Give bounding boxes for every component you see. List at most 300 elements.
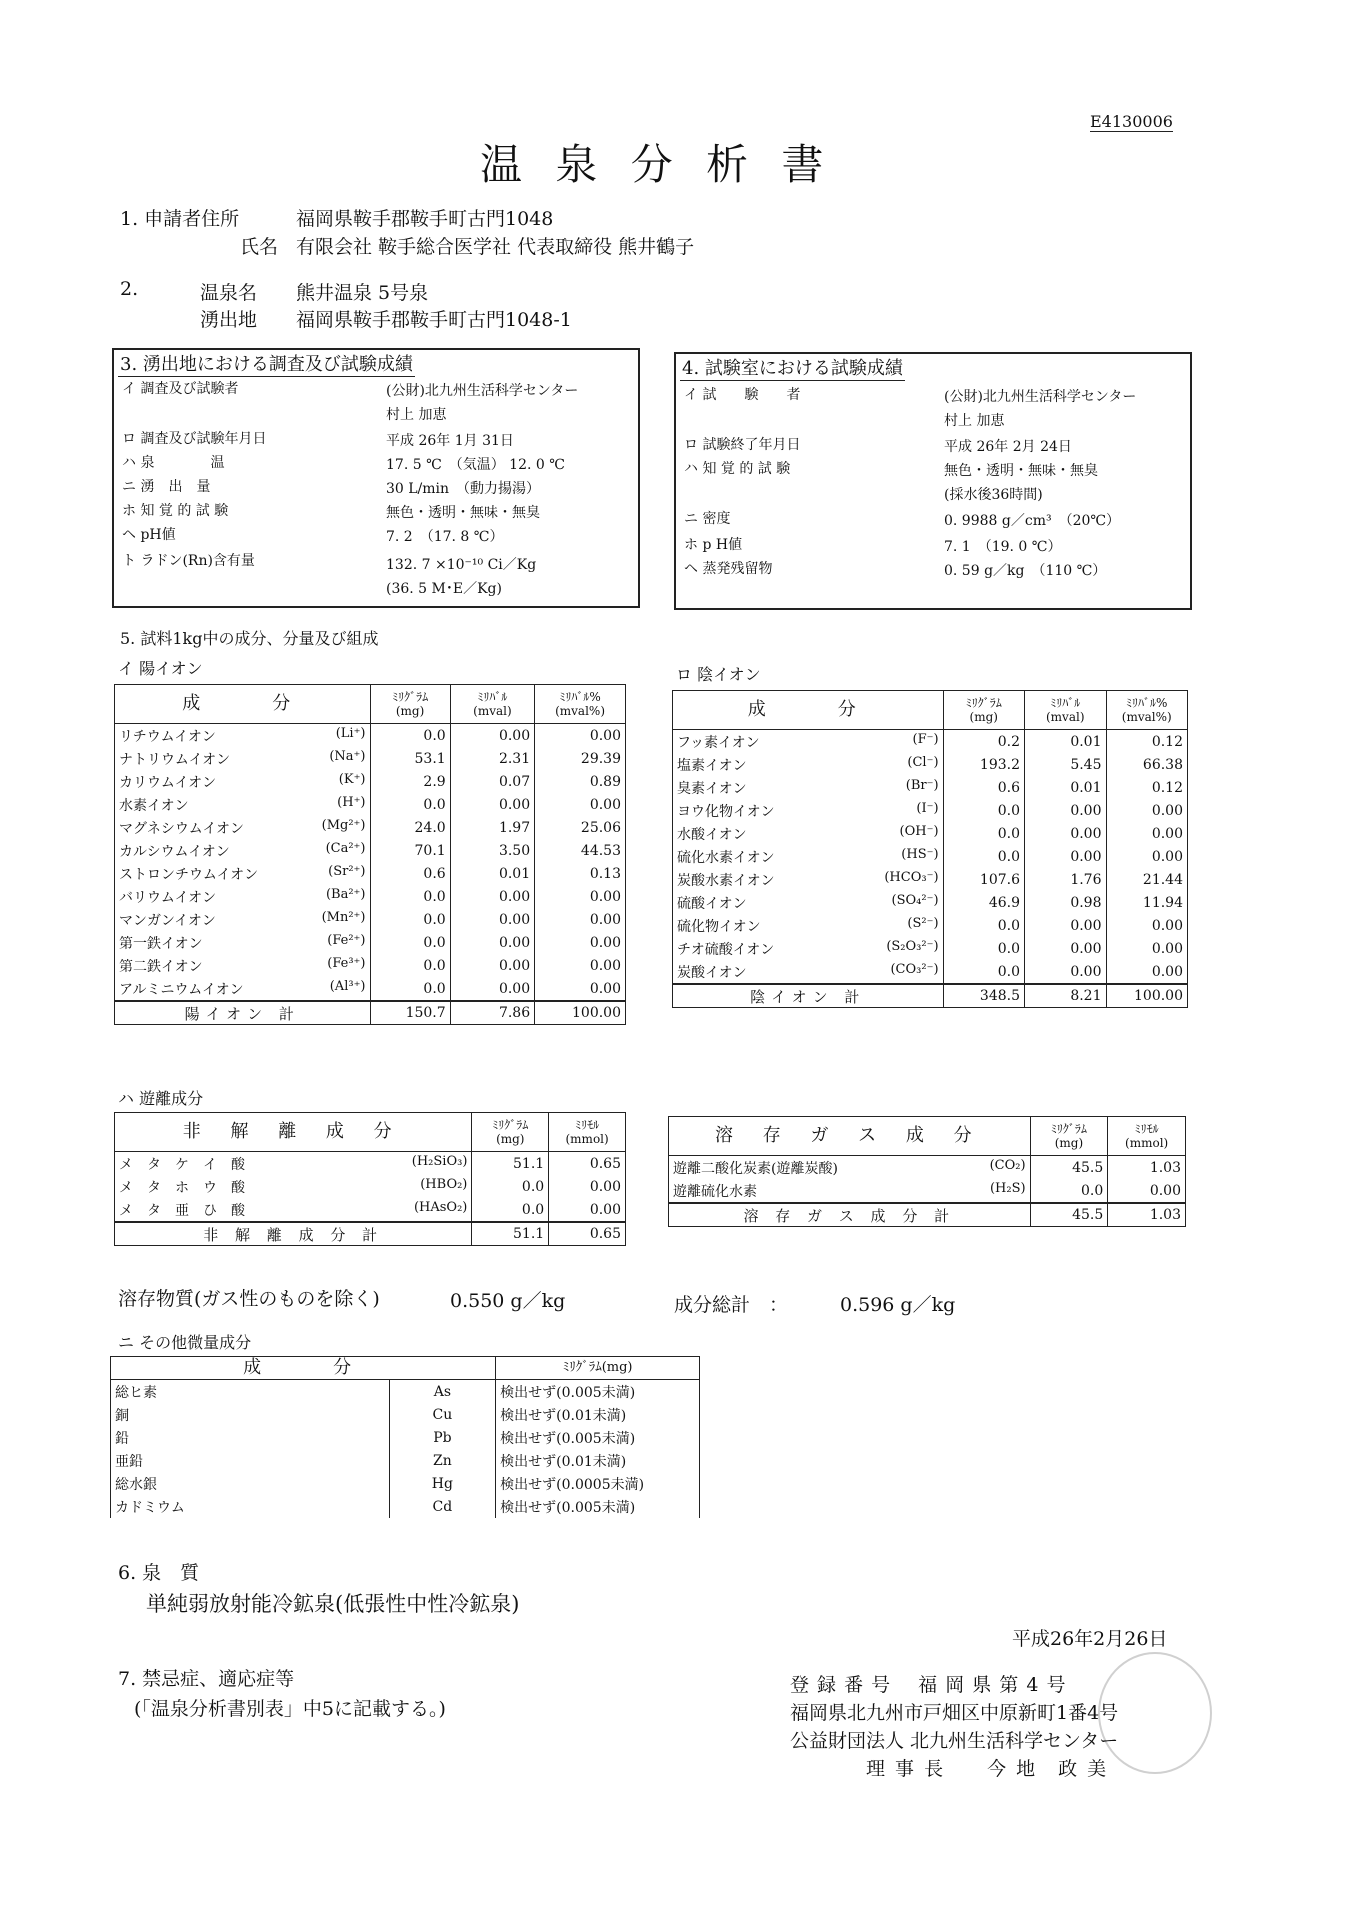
ion-name: アルミニウムイオン [119,981,244,998]
anion-header-mg [943,691,1024,730]
ion-symbol: (OH⁻) [899,823,939,839]
document-id: E4130006 [1090,112,1173,131]
ion-name-cell [115,724,371,748]
value-mval: 0.00 [450,977,534,1001]
free-total-mmol: 0.65 [549,1222,626,1246]
value-mmol: 0.00 [1108,1179,1186,1203]
value-mg: 0.0 [943,799,1024,822]
anion-total-pct: 100.00 [1106,984,1188,1008]
trace-value: 検出せず(0.01未満) [496,1449,700,1472]
ion-symbol: (HS⁻) [901,846,939,862]
site-row-value: (36. 5 M･E／Kg) [386,581,502,597]
value-mval: 0.00 [450,908,534,931]
table-row [673,799,1188,822]
ion-name: チオ硫酸イオン [677,941,775,958]
ion-name-cell [673,937,944,960]
value-mg: 0.0 [472,1175,549,1198]
value-mval: 0.00 [1025,937,1106,960]
free-header-component: 非 解 離 成 分 [115,1113,472,1152]
value-mval: 3.50 [450,839,534,862]
value-mval-pct: 0.00 [535,793,626,816]
dissolved-label: 溶存物質(ガス性のものを除く) [118,1288,380,1310]
table-row [111,1449,700,1472]
lab-row-value: 平成 26年 2月 24日 [944,439,1072,455]
trace-table [110,1356,700,1518]
free-heading: ハ 遊離成分 [118,1089,204,1108]
cation-header-pct [535,685,626,724]
spring-quality-title: 6. 泉 質 [118,1562,200,1584]
value-mval-pct: 21.44 [1106,868,1188,891]
anion-total-label: 陰イオン 計 [673,984,944,1008]
table-row [673,730,1188,754]
lab-row-value: (採水後36時間) [944,487,1043,503]
source-location-label: 湧出地 [200,309,258,331]
header-mmol-unit: (mmol) [1125,1136,1169,1150]
component-name-cell [115,1175,472,1198]
table-row [669,1156,1186,1180]
issue-date: 平成26年2月26日 [1012,1628,1168,1650]
trace-symbol: Pb [389,1426,496,1449]
trace-symbol: As [389,1380,496,1404]
value-mg: 0.6 [943,776,1024,799]
value-mg: 45.5 [1030,1156,1108,1180]
value-mval-pct: 0.00 [1106,799,1188,822]
trace-header-component: 成 分 [111,1357,496,1380]
table-row [673,960,1188,984]
value-mval-pct: 66.38 [1106,753,1188,776]
ion-name-cell [673,776,944,799]
ion-symbol: (F⁻) [912,731,939,747]
value-mval-pct: 0.12 [1106,776,1188,799]
free-total-mg: 51.1 [472,1222,549,1246]
anion-table [672,690,1188,1008]
site-row-label: ト ラドン(Rn)含有量 [122,553,255,569]
value-mg: 24.0 [370,816,450,839]
site-row-label: ホ 知 覚 的 試 験 [122,503,229,519]
site-row-value: 132. 7 ×10⁻¹⁰ Ci／Kg [386,557,537,573]
ion-symbol: (Al³⁺) [329,978,366,994]
header-mval-unit: (mval) [473,704,512,718]
value-mg: 0.2 [943,730,1024,754]
value-mval-pct: 0.13 [535,862,626,885]
component-formula: (H₂S) [989,1180,1026,1196]
free-header-mmol [549,1113,626,1152]
indications-value: (「温泉分析書別表」中5に記載する。) [134,1698,446,1720]
free-header-mg [472,1113,549,1152]
table-row [115,885,626,908]
ion-symbol: (Na⁺) [329,748,366,764]
value-mval-pct: 0.00 [535,931,626,954]
gas-header-mmol [1108,1117,1186,1156]
table-row [673,914,1188,937]
anion-header-mval [1025,691,1106,730]
table-row [111,1495,700,1518]
component-name-cell [115,1152,472,1176]
table-row [115,931,626,954]
anion-heading: ロ 陰イオン [676,665,761,684]
ion-name-cell [673,845,944,868]
table-row [115,747,626,770]
ion-name-cell [115,770,371,793]
header-mmol-unit: (mmol) [565,1132,609,1146]
value-mval: 0.01 [1025,776,1106,799]
header-pct-label: ﾐﾘﾊﾞﾙ% [1126,696,1168,710]
component-formula: (HAsO₂) [413,1199,468,1215]
source-location: 福岡県鞍手郡鞍手町古門1048-1 [296,309,572,331]
trace-name: 総ヒ素 [111,1380,390,1404]
value-mmol: 1.03 [1108,1156,1186,1180]
ion-name-cell [115,931,371,954]
ion-name: 炭酸水素イオン [677,872,775,889]
value-mval-pct: 0.00 [535,977,626,1001]
value-mval: 0.00 [450,954,534,977]
ion-name-cell [115,793,371,816]
cation-total-mval: 7.86 [450,1001,534,1025]
table-row [115,816,626,839]
lab-row-value: 7. 1 （19. 0 ℃） [944,539,1062,555]
value-mval-pct: 0.00 [1106,960,1188,984]
ion-name: バリウムイオン [119,889,217,906]
value-mval: 0.00 [1025,799,1106,822]
header-mg-label: ﾐﾘｸﾞﾗﾑ [392,690,429,704]
table-row [673,868,1188,891]
lab-row-value: (公財)北九州生活科学センター [944,389,1137,405]
table-row [673,776,1188,799]
value-mval: 0.01 [450,862,534,885]
value-mg: 0.0 [1030,1179,1108,1203]
value-mmol: 0.00 [549,1175,626,1198]
table-row [673,822,1188,845]
value-mval: 0.00 [1025,914,1106,937]
free-table [114,1112,626,1246]
header-mg-unit: (mg) [969,710,998,724]
anion-header-component: 成 分 [673,691,944,730]
lab-row-label: ホ p H値 [684,537,743,553]
header-mg-unit: (mg) [1054,1136,1084,1150]
site-row-value: 7. 2 （17. 8 ℃） [386,529,504,545]
component-name: 遊離二酸化炭素(遊離炭酸) [673,1160,838,1177]
lab-row-label: ハ 知 覚 的 試 験 [684,461,791,477]
trace-value: 検出せず(0.0005未満) [496,1472,700,1495]
header-mg-label: ﾐﾘｸﾞﾗﾑ [965,696,1002,710]
gas-total-mmol: 1.03 [1108,1203,1186,1227]
ion-symbol: (Sr²⁺) [328,863,366,879]
lab-row-label: イ 試 験 者 [684,387,801,403]
header-mg-unit: (mg) [395,704,425,718]
ion-symbol: (Mg²⁺) [321,817,366,833]
trace-heading: ニ その他微量成分 [118,1333,252,1352]
table-row [111,1380,700,1404]
value-mmol: 0.00 [549,1198,626,1222]
value-mval-pct: 11.94 [1106,891,1188,914]
site-row-value: 平成 26年 1月 31日 [386,433,514,449]
value-mval: 0.00 [450,793,534,816]
page-title: 温 泉 分 析 書 [480,140,834,189]
ion-name-cell [115,954,371,977]
site-row-value: 無色・透明・無味・無臭 [386,505,540,521]
value-mval-pct: 25.06 [535,816,626,839]
value-mval: 1.97 [450,816,534,839]
lab-test-title: 4. 試験室における試験成績 [680,354,905,381]
ion-symbol: (I⁻) [916,800,939,816]
trace-symbol: Zn [389,1449,496,1472]
cation-heading: イ 陽イオン [118,659,203,678]
ion-symbol: (Mn²⁺) [321,909,366,925]
value-mval: 0.07 [450,770,534,793]
ion-name: 臭素イオン [677,780,747,797]
table-row [673,891,1188,914]
value-mval-pct: 0.00 [1106,822,1188,845]
ion-name: 第二鉄イオン [119,958,203,975]
trace-header-mg: ﾐﾘｸﾞﾗﾑ(mg) [496,1357,700,1380]
ion-symbol: (S₂O₃²⁻) [886,938,939,954]
site-test-title: 3. 湧出地における調査及び試験成績 [118,350,415,377]
ion-name-cell [115,977,371,1001]
site-row-label: ハ 泉 温 [122,455,225,471]
value-mg: 51.1 [472,1152,549,1176]
value-mval: 0.98 [1025,891,1106,914]
table-row [115,862,626,885]
ion-name: 硫化物イオン [677,918,761,935]
component-name: メ タ ケ イ 酸 [119,1156,245,1173]
ion-name: マグネシウムイオン [119,820,245,837]
anion-total-mg: 348.5 [943,984,1024,1008]
section-5-title: 5. 試料1kg中の成分、分量及び組成 [120,629,379,648]
ion-name-cell [115,747,371,770]
site-test-box [112,348,640,608]
lab-row-value: 無色・透明・無味・無臭 [944,463,1098,479]
issuer-organization: 公益財団法人 北九州生活科学センター [790,1730,1119,1752]
ion-name-cell [673,753,944,776]
header-mg-unit: (mg) [496,1132,525,1146]
anion-total-mval: 8.21 [1025,984,1106,1008]
header-mmol-label: ﾐﾘﾓﾙ [575,1118,600,1132]
ion-symbol: (Ca²⁺) [325,840,366,856]
component-formula: (HBO₂) [420,1176,468,1192]
lab-test-box [674,352,1192,610]
ion-name-cell [673,891,944,914]
applicant-name-label: 氏名 [240,236,279,258]
ion-symbol: (Br⁻) [905,777,939,793]
header-mval-label: ﾐﾘﾊﾞﾙ [477,690,508,704]
value-mval-pct: 0.00 [1106,914,1188,937]
value-mval-pct: 0.00 [535,954,626,977]
header-pct-unit: (mval%) [555,704,606,718]
value-mg: 0.0 [472,1198,549,1222]
header-mg-label: ﾐﾘｸﾞﾗﾑ [492,1118,529,1132]
ion-name-cell [673,799,944,822]
table-row [115,793,626,816]
table-row [115,1175,626,1198]
registration-number: 登 録 番 号 福 岡 県 第 4 号 [790,1674,1067,1696]
site-row-value: (公財)北九州生活科学センター [386,383,579,399]
issuer-chairman: 理 事 長 今 地 政 美 [866,1758,1109,1780]
lab-row-label: ヘ 蒸発残留物 [684,561,773,577]
table-row [115,839,626,862]
ion-name-cell [115,816,371,839]
site-row-value: 村上 加恵 [386,407,447,423]
ion-symbol: (K⁺) [338,771,366,787]
ion-symbol: (H⁺) [337,794,366,810]
ion-name: カリウムイオン [119,774,217,791]
value-mval-pct: 0.00 [535,885,626,908]
ion-name: ヨウ化物イオン [677,803,775,820]
ion-symbol: (Cl⁻) [907,754,939,770]
value-mmol: 0.65 [549,1152,626,1176]
value-mval: 0.00 [1025,845,1106,868]
table-row [673,845,1188,868]
ion-name-cell [115,839,371,862]
lab-row-value: 村上 加恵 [944,413,1005,429]
ion-name-cell [673,730,944,754]
component-formula: (H₂SiO₃) [411,1153,468,1169]
ion-name: カルシウムイオン [119,843,230,860]
value-mg: 0.0 [370,793,450,816]
ion-name-cell [673,914,944,937]
ion-symbol: (Li⁺) [335,725,366,741]
value-mg: 0.0 [943,822,1024,845]
trace-name: カドミウム [111,1495,390,1518]
cation-total-label: 陽イオン 計 [115,1001,371,1025]
trace-value: 検出せず(0.005未満) [496,1380,700,1404]
gas-total-mg: 45.5 [1030,1203,1108,1227]
table-row [673,937,1188,960]
header-mg-label: ﾐﾘｸﾞﾗﾑ [1050,1122,1087,1136]
value-mval: 5.45 [1025,753,1106,776]
ion-name: フッ素イオン [677,734,760,751]
header-pct-unit: (mval%) [1121,710,1172,724]
section-2-number: 2. [120,278,139,300]
ion-name-cell [115,885,371,908]
value-mg: 0.0 [370,885,450,908]
lab-row-value: 0. 59 g／kg （110 ℃） [944,563,1107,579]
value-mg: 0.0 [370,931,450,954]
ion-name-cell [115,908,371,931]
component-name: 遊離硫化水素 [673,1183,757,1200]
value-mg: 46.9 [943,891,1024,914]
site-row-label: ロ 調査及び試験年月日 [122,431,267,447]
value-mval-pct: 0.89 [535,770,626,793]
header-mval-unit: (mval) [1046,710,1085,724]
value-mval: 0.00 [450,724,534,748]
value-mval-pct: 44.53 [535,839,626,862]
value-mg: 193.2 [943,753,1024,776]
trace-name: 総水銀 [111,1472,390,1495]
header-mval-label: ﾐﾘﾊﾞﾙ [1050,696,1081,710]
grand-total-label: 成分総計 ： [674,1294,789,1316]
value-mg: 0.0 [943,960,1024,984]
applicant-address: 福岡県鞍手郡鞍手町古門1048 [296,208,554,230]
component-name: メ タ ホ ウ 酸 [119,1179,245,1196]
indications-title: 7. 禁忌症、適応症等 [118,1668,295,1690]
grand-total-value: 0.596 g／kg [840,1294,956,1316]
value-mg: 53.1 [370,747,450,770]
ion-name-cell [673,822,944,845]
free-total-label: 非 解 離 成 分 計 [115,1222,472,1246]
table-row [111,1426,700,1449]
cation-header-mval [450,685,534,724]
ion-symbol: (Fe³⁺) [327,955,366,971]
ion-name: リチウムイオン [119,728,216,745]
value-mg: 0.0 [943,914,1024,937]
gas-total-label: 溶 存 ガ ス 成 分 計 [669,1203,1031,1227]
value-mval-pct: 0.00 [535,724,626,748]
ion-name: 塩素イオン [677,757,747,774]
lab-row-label: ロ 試験終了年月日 [684,437,801,453]
ion-symbol: (S²⁻) [907,915,939,931]
ion-symbol: (CO₃²⁻) [890,961,939,977]
dissolved-value: 0.550 g／kg [450,1290,566,1312]
value-mval-pct: 0.00 [535,908,626,931]
component-name-cell [115,1198,472,1222]
value-mval: 0.00 [1025,960,1106,984]
trace-value: 検出せず(0.01未満) [496,1403,700,1426]
trace-symbol: Cu [389,1403,496,1426]
table-row [669,1179,1186,1203]
ion-name: 硫酸イオン [677,895,747,912]
table-row [115,977,626,1001]
value-mval-pct: 0.12 [1106,730,1188,754]
value-mval-pct: 0.00 [1106,845,1188,868]
cation-header-component: 成 分 [115,685,371,724]
trace-value: 検出せず(0.005未満) [496,1426,700,1449]
trace-value: 検出せず(0.005未満) [496,1495,700,1518]
table-row [111,1403,700,1426]
value-mg: 107.6 [943,868,1024,891]
ion-name: マンガンイオン [119,912,216,929]
value-mval: 0.00 [450,885,534,908]
value-mg: 0.0 [370,954,450,977]
anion-header-pct [1106,691,1188,730]
component-name-cell [669,1179,1031,1203]
ion-name: 水酸イオン [677,826,747,843]
ion-symbol: (SO₄²⁻) [891,892,939,908]
component-name-cell [669,1156,1031,1180]
spring-name-label: 温泉名 [200,282,258,304]
ion-name-cell [673,868,944,891]
site-row-label: ヘ pH値 [122,527,176,543]
table-row [673,753,1188,776]
ion-name: 第一鉄イオン [119,935,203,952]
lab-row-value: 0. 9988 g／cm³ （20℃） [944,513,1121,529]
ion-name: ストロンチウムイオン [119,866,259,883]
table-row [115,724,626,748]
value-mg: 0.0 [370,977,450,1001]
value-mval: 0.00 [450,931,534,954]
applicant-name: 有限会社 鞍手総合医学社 代表取締役 熊井鶴子 [296,236,695,258]
ion-name: 炭酸イオン [677,964,747,981]
table-row [111,1472,700,1495]
ion-name: 水素イオン [119,797,189,814]
value-mval: 2.31 [450,747,534,770]
site-row-value: 17. 5 ℃ （気温） 12. 0 ℃ [386,457,565,473]
value-mg: 0.0 [370,908,450,931]
site-row-label: ニ 湧 出 量 [122,479,211,495]
header-mmol-label: ﾐﾘﾓﾙ [1134,1122,1159,1136]
trace-name: 亜鉛 [111,1449,390,1472]
value-mval-pct: 29.39 [535,747,626,770]
spring-name: 熊井温泉 5号泉 [296,282,429,304]
lab-row-label: ニ 密度 [684,511,731,527]
trace-name: 鉛 [111,1426,390,1449]
value-mval: 0.01 [1025,730,1106,754]
value-mg: 0.0 [370,724,450,748]
table-row [115,908,626,931]
issuer-address: 福岡県北九州市戸畑区中原新町1番4号 [790,1702,1119,1724]
header-pct-label: ﾐﾘﾊﾞﾙ% [559,690,601,704]
cation-table [114,684,626,1025]
table-row [115,1198,626,1222]
